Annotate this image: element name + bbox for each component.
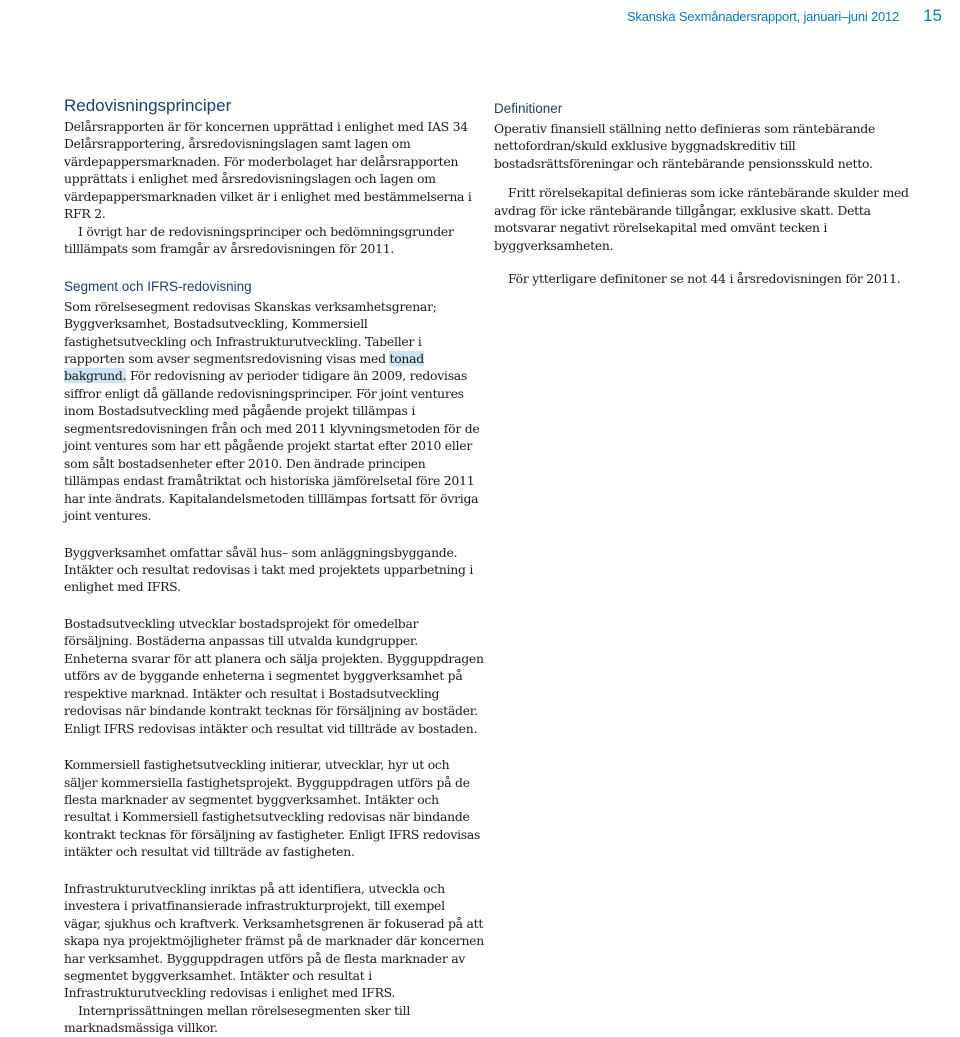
right-column — [494, 100, 914, 288]
shaded-background-sample: tonad bakgrund. — [64, 350, 424, 384]
definitions-paragraph-2: Fritt rörelsekapital definieras som icke räntebärande skulder med avdrag för icke räntebärande tillgångar, exklusive skatt. Detta motsvarar negativt rörelsekapital med omvänt tecken i byggverksamheten. — [494, 185, 909, 253]
construction-paragraph: Byggverksamhet omfattar såväl hus– som anläggningsbyggande. Intäkter och resultat redovisas i takt med projektets upparbetning i enlighet med IFRS. — [64, 544, 474, 595]
heading-accounting-principles: Redovisningsprinciper — [64, 96, 232, 115]
segment-text-a: Som rörelsesegment redovisas Skanskas verksamhetsgrenar; Byggverksamhet, Bostadsutveckling, Kommersiell fastighetsutveckling och Infrastrukturutveckling. Tabeller i rapporten som avser segmentsredovisning visas med — [64, 298, 437, 366]
page-header — [627, 6, 942, 26]
report-title: Skanska Sexmånadersrapport, januari–juni 2012 — [626, 8, 900, 24]
heading-definitions: Definitioner — [494, 101, 563, 116]
principles-paragraph-2: I övrigt har de redovisningsprinciper och bedömningsgrunder tilllämpats som framgår av årsredovisningen för 2011. — [64, 223, 454, 257]
definitions-paragraph-3: För ytterligare definitoner se not 44 i årsredovisningen för 2011. — [508, 271, 901, 287]
commercial-paragraph: Kommersiell fastighetsutveckling initierar, utvecklar, hyr ut och säljer kommersiella fastighetsprojekt. Bygguppdragen utförs på de flesta marknader av segmentet byggverksamhet. Intäkter och resultat i Kommersiell fastighetsutveckling redovisas när bindande kontrakt tecknas för försäljning av fastigheter. Enligt IFRS redovisas intäkter och resultat vid tillträde av fastigheten. — [64, 757, 481, 860]
left-column — [64, 96, 484, 1037]
segment-text-b: För redovisning av perioder tidigare än 2009, redovisas siffror enligt då gällande redovisningsprinciper. För joint ventures inom Bostadsutveckling med pågående projekt tillämpas i segmentsredovisningen från och med 2011 klyvningsmetoden för de joint ventures som har ett pågående projekt startat efter 2010 eller som sålt bostadsenheter efter 2010. Den ändrade principen tillämpas endast framåtriktat och historiska jämförelsetal före 2011 har inte ändrats. Kapitalandelsmetoden tilllämpas fortsatt för övriga joint ventures. — [64, 368, 480, 524]
residential-paragraph: Bostadsutveckling utvecklar bostadsprojekt för omedelbar försäljning. Bostäderna anpassas till utvalda kundgrupper. Enheterna svarar för att planera och sälja projekten. Bygguppdragen utförs av de byggande enheterna i segmentet byggverksamhet på respektive marknad. Intäkter och resultat i Bostadsutveckling redovisas när bindande kontrakt tecknas för försäljning av bostäder. Enligt IFRS redovisas intäkter och resultat vid tillträde av bostaden. — [64, 615, 484, 736]
definitions-paragraph-1: Operativ finansiell ställning netto definieras som räntebärande nettofordran/skuld exklusive byggnadskreditiv till bostadsrättsföreningar och räntebärande pensionsskuld netto. — [494, 121, 876, 171]
page-number: 15 — [923, 6, 942, 25]
principles-paragraph-1: Delårsrapporten är för koncernen upprättad i enlighet med IAS 34 Delårsrapportering, årsredovisningslagen samt lagen om värdepappersmarknaden. För moderbolaget har delårsrapporten upprättats i enlighet med årsredovisningslagen och lagen om värdepappersmarknaden vilket är i enlighet med bestämmelserna i RFR 2. — [64, 119, 472, 222]
segment-paragraph — [64, 298, 484, 525]
pricing-paragraph: Internprissättningen mellan rörelsesegmenten sker till marknadsmässiga villkor. — [64, 1002, 411, 1036]
infrastructure-paragraph: Infrastrukturutveckling inriktas på att identifiera, utveckla och investera i privatfinansierade infrastrukturprojekt, till exempel vägar, sjukhus och kraftverk. Verksamhetsgrenen är fokuserad på att skapa nya projektmöjligheter främst på de marknader där koncernen har verksamhet. Bygguppdragen utförs på de flesta marknader av segmentet byggverksamhet. Intäkter och resultat i Infrastrukturutveckling redovisas i enlighet med IFRS. — [64, 880, 484, 1001]
heading-segment-reporting: Segment och IFRS-redovisning — [64, 278, 252, 294]
